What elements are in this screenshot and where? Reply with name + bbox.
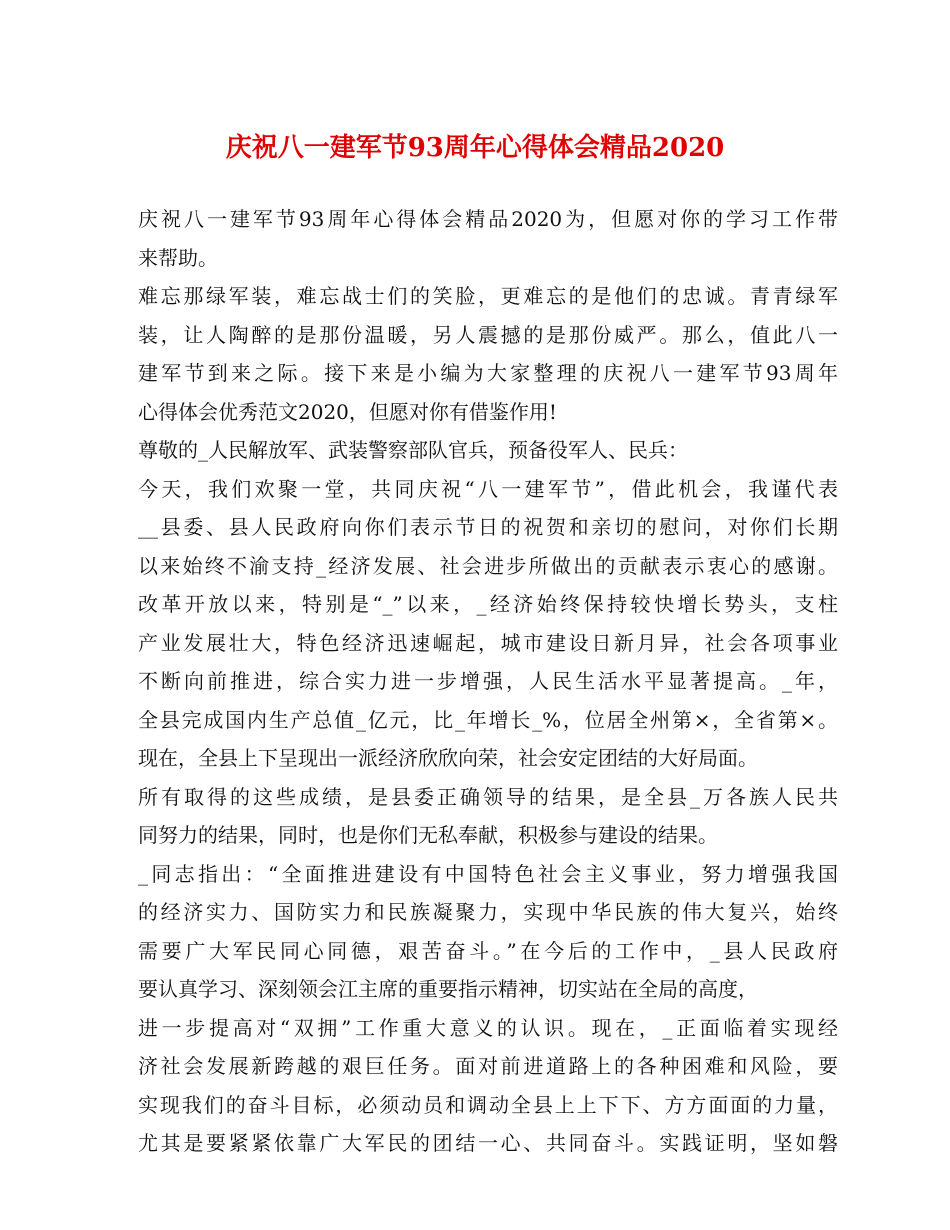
body-line: 今天，我们欢聚一堂，共同庆祝“八一建军节”，借此机会，我谨代表 [138,476,838,501]
body-line: __县委、县人民政府向你们表示节日的祝贺和亲切的慰问，对你们长期 [138,515,838,539]
body-line: 要认真学习、深刻领会江主席的重要指示精神，切实站在全局的高度， [138,977,758,1001]
body-line: 尊敬的_人民解放军、武装警察部队官兵，预备役军人、民兵： [138,438,688,462]
body-line: 改革开放以来，特别是“_”以来，_经济始终保持较快增长势头，支柱 [138,592,838,616]
body-line: 现在，全县上下呈现出一派经济欣欣向荣，社会安定团结的大好局面。 [138,746,758,770]
body-line: 实现我们的奋斗目标，必须动员和调动全县上上下下、方方面面的力量， [138,1092,838,1117]
body-line: 以来始终不渝支持_经济发展、社会进步所做出的贡献表示衷心的感谢。 [138,553,838,578]
body-line: 进一步提高对“双拥”工作重大意义的认识。现在，_正面临着实现经 [138,1015,838,1040]
body-line: 尤其是要紧紧依靠广大军民的团结一心、共同奋斗。实践证明，坚如磐 [138,1131,838,1155]
body-line: 装，让人陶醉的是那份温暖，另人震撼的是那份威严。那么，值此八一 [138,322,838,347]
body-line: 不断向前推进，综合实力进一步增强，人民生活水平显著提高。_年， [138,669,838,693]
body-line: 全县完成国内生产总值_亿元，比_年增长_%，位居全州第×，全省第×。 [138,707,838,732]
body-line: 济社会发展新跨越的艰巨任务。面对前进道路上的各种困难和风险，要 [138,1054,838,1078]
body-line: 需要广大军民同心同德，艰苦奋斗。”在今后的工作中，_县人民政府 [138,938,838,963]
body-line: 难忘那绿军装，难忘战士们的笑脸，更难忘的是他们的忠诚。青青绿军 [138,284,838,308]
body-line: 庆祝八一建军节93周年心得体会精品2020为，但愿对你的学习工作带 [138,207,838,231]
body-line: 同努力的结果，同时，也是你们无私奉献，积极参与建设的结果。 [138,823,718,847]
document-title: 庆祝八一建军节93周年心得体会精品2020 [225,133,725,163]
body-line: 来帮助。 [138,245,218,270]
body-line: _同志指出：“全面推进建设有中国特色社会主义事业，努力增强我国 [138,861,838,886]
document-body [138,200,838,1163]
body-line: 建军节到来之际。接下来是小编为大家整理的庆祝八一建军节93周年 [138,361,838,385]
body-line: 心得体会优秀范文2020，但愿对你有借鉴作用! [138,399,557,424]
body-line: 的经济实力、国防实力和民族凝聚力，实现中华民族的伟大复兴，始终 [138,900,838,924]
body-line: 所有取得的这些成绩，是县委正确领导的结果，是全县_万各族人民共 [138,784,838,809]
body-line: 产业发展壮大，特色经济迅速崛起，城市建设日新月异，社会各项事业 [138,630,838,655]
